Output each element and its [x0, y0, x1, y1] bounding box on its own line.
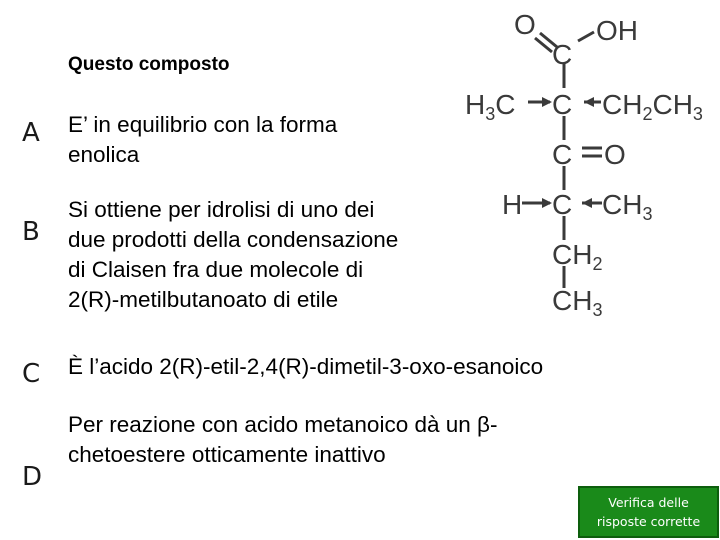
c5-methylene	[552, 239, 602, 274]
intro-text: Questo composto	[68, 54, 230, 75]
c1-oxygen: O	[514, 9, 536, 40]
c2-methyl-h: H	[465, 89, 486, 120]
c2-ethyl-sub1: 2	[642, 104, 653, 124]
option-a-line-1: E’ in equilibrio con la forma	[68, 112, 338, 137]
bond-c1-oh	[578, 32, 594, 41]
option-c-letter: C	[22, 359, 41, 389]
c2-carbon: C	[552, 89, 573, 120]
option-c-line-1: È l’acido 2(R)-etil-2,4(R)-dimetil-3-oxo-esanoico	[68, 354, 544, 379]
c6-methyl	[552, 285, 602, 320]
c2-ethyl-ch: CH	[602, 89, 643, 120]
option-a-line-2: enolica	[68, 142, 140, 167]
c6-ch: CH	[552, 285, 593, 316]
option-d-line-2: chetoestere otticamente inattivo	[68, 442, 386, 467]
c4-methyl	[602, 189, 652, 224]
wedge-c2-left	[542, 97, 552, 107]
c2-methyl	[465, 89, 515, 124]
verify-label-line-2: risposte corrette	[596, 514, 701, 529]
verify-answers-button[interactable]	[578, 486, 719, 538]
c5-sub: 2	[592, 254, 603, 274]
c4-methyl-sub: 3	[642, 204, 653, 224]
c4-carbon: C	[552, 189, 573, 220]
option-a-letter: A	[22, 118, 40, 148]
option-b-text	[68, 195, 398, 315]
c2-ethyl-ch-2: CH	[652, 89, 693, 120]
wedge-c4-left	[542, 198, 552, 208]
c2-methyl-c: C	[495, 89, 516, 120]
c5-ch: CH	[552, 239, 593, 270]
option-c-text	[68, 352, 543, 382]
option-d-letter: D	[22, 462, 43, 492]
option-d-line-1: Per reazione con acido metanoico dà un β-	[68, 412, 498, 437]
c2-methyl-sub: 3	[485, 104, 496, 124]
option-b-line-3: di Claisen fra due molecole di	[68, 257, 364, 282]
chemical-structure	[460, 0, 720, 330]
option-b-line-2: due prodotti della condensazione	[68, 227, 399, 252]
c3-oxygen: O	[604, 139, 626, 170]
c1-hydroxyl: OH	[596, 15, 638, 46]
c1-carbon: C	[552, 39, 573, 70]
c4-hydrogen: H	[502, 189, 523, 220]
option-a-text	[68, 110, 337, 170]
option-b-line-1: Si ottiene per idrolisi di uno dei	[68, 197, 375, 222]
option-d-text	[68, 410, 497, 470]
c4-methyl-ch: CH	[602, 189, 643, 220]
wedge-c2-right	[584, 97, 594, 107]
c2-ethyl	[602, 89, 703, 124]
c3-carbon: C	[552, 139, 573, 170]
wedge-c4-right	[582, 198, 592, 208]
c2-ethyl-sub2: 3	[692, 104, 703, 124]
option-b-line-4: 2(R)-metilbutanoato di etile	[68, 287, 339, 312]
option-b-letter: B	[22, 217, 40, 247]
verify-label-line-1: Verifica delle	[608, 495, 689, 510]
c6-sub: 3	[592, 300, 603, 320]
